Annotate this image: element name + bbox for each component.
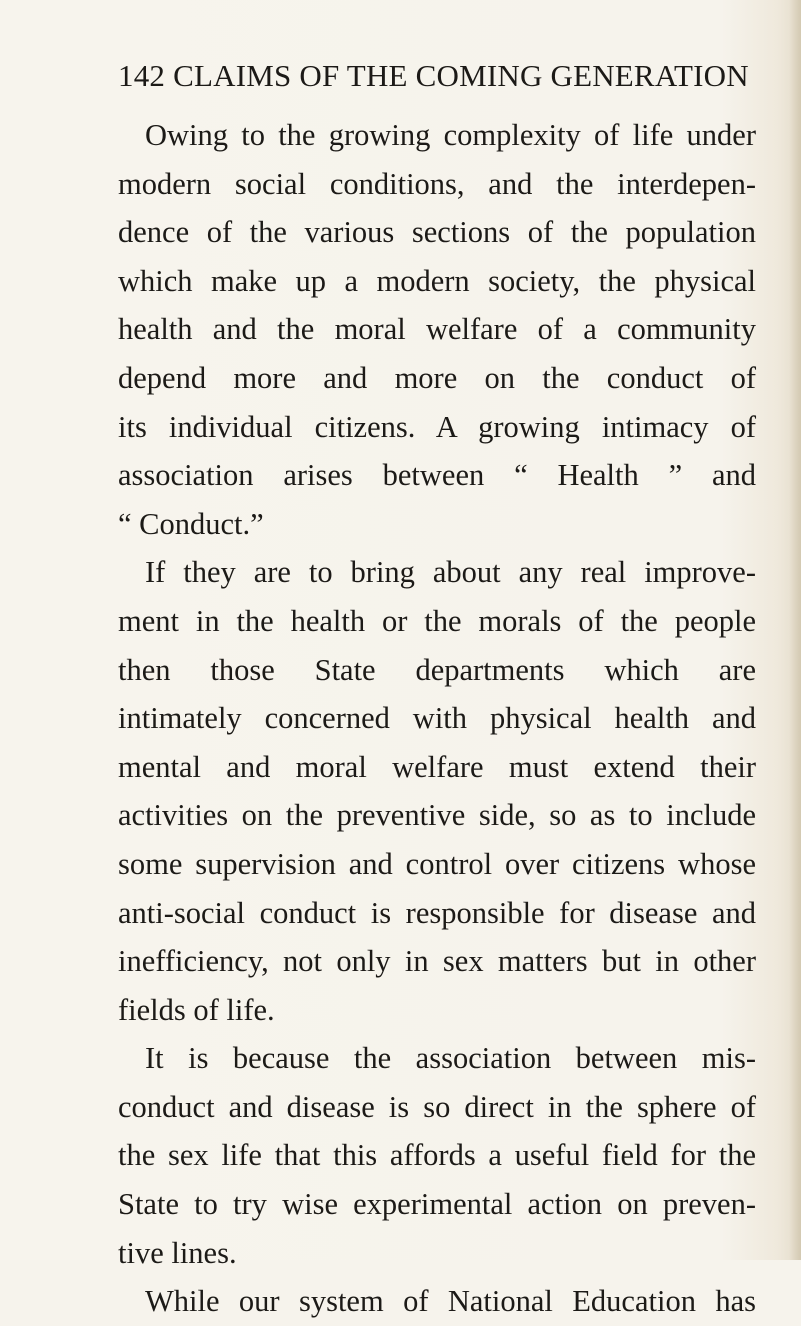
text-line: anti-social conduct is responsible for disease and [118, 895, 756, 930]
text-line: its individual citizens. A growing intimacy of [118, 409, 756, 444]
text-line: health and the moral welfare of a community [118, 312, 756, 347]
text-line: depend more and more on the conduct of [118, 360, 756, 395]
text-line: ment in the health or the morals of the people [118, 603, 756, 638]
text-line: tive lines. [118, 1235, 237, 1270]
text-line: activities on the preventive side, so as to include [118, 798, 756, 833]
text-line: conduct and disease is so direct in the sphere of [118, 1089, 756, 1124]
text-line: some supervision and control over citizens whose [118, 846, 756, 881]
text-line: Owing to the growing complexity of life under [145, 118, 756, 152]
text-line: mental and moral welfare must extend their [118, 749, 756, 784]
text-line: It is because the association between mis- [145, 1041, 756, 1076]
text-line: inefficiency, not only in sex matters but in other [118, 944, 756, 979]
text-line: intimately concerned with physical health and [118, 701, 756, 736]
text-line: modern social conditions, and the interdepen- [118, 166, 756, 201]
page-number: 142 [118, 58, 166, 93]
text-line: then those State departments which are [118, 652, 756, 687]
text-line: State to try wise experimental action on preven- [118, 1187, 756, 1222]
text-line: dence of the various sections of the population [118, 215, 756, 250]
text-line: “ Conduct.” [118, 506, 264, 541]
running-title: CLAIMS OF THE COMING GENERATION [173, 58, 749, 93]
text-line: If they are to bring about any real improve- [145, 555, 756, 590]
text-line: fields of life. [118, 992, 275, 1027]
text-line: the sex life that this affords a useful field for the [118, 1138, 756, 1173]
body-text [118, 111, 756, 1326]
text-line: While our system of National Education has [145, 1284, 756, 1319]
text-line: association arises between “ Health ” and [118, 458, 756, 493]
running-header [118, 56, 758, 96]
text-line: which make up a modern society, the physical [118, 263, 756, 298]
page-edge-shadow [789, 0, 801, 1260]
